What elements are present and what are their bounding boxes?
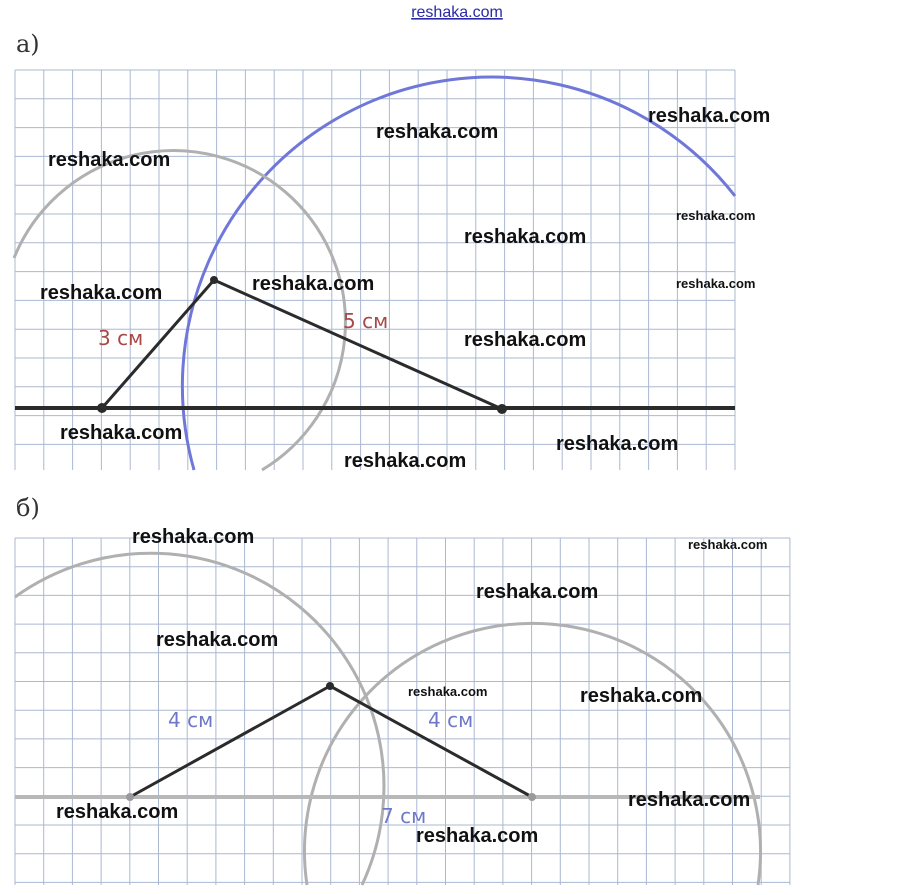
watermark: reshaka.com [252, 273, 375, 295]
panel-a-side-right [214, 280, 502, 409]
watermark: reshaka.com [628, 789, 751, 811]
watermark: reshaka.com [476, 581, 599, 603]
panel-a-point-left [97, 403, 107, 413]
watermark: reshaka.com [464, 226, 587, 248]
panel-a-point-apex [210, 276, 218, 284]
panel-b-side-left-length: 4 см [168, 708, 214, 732]
watermark: reshaka.com [464, 329, 587, 351]
watermark: reshaka.com [40, 282, 163, 304]
watermark: reshaka.com [580, 685, 703, 707]
watermark: reshaka.com [676, 276, 756, 291]
panel-a-label: а) [16, 30, 40, 58]
watermark-layer [40, 105, 770, 847]
watermark: reshaka.com [156, 629, 279, 651]
panel-a-point-right [497, 404, 507, 414]
watermark: reshaka.com [132, 526, 255, 548]
site-link[interactable]: reshaka.com [411, 4, 503, 21]
watermark: reshaka.com [688, 537, 768, 552]
panel-b-side-right-length: 4 см [428, 708, 474, 732]
panel-b-base-length: 7 см [381, 804, 427, 828]
panel-a-construction [14, 77, 735, 470]
watermark: reshaka.com [416, 825, 539, 847]
watermark: reshaka.com [408, 684, 488, 699]
panel-b-side-left [130, 686, 330, 797]
panel-b-point-apex [326, 682, 334, 690]
watermark: reshaka.com [676, 208, 756, 223]
watermark: reshaka.com [556, 433, 679, 455]
watermark: reshaka.com [648, 105, 771, 127]
watermark: reshaka.com [376, 121, 499, 143]
panel-b-label: б) [16, 494, 40, 522]
panel-b-point-right [528, 793, 536, 801]
watermark: reshaka.com [48, 149, 171, 171]
panel-b-side-right [330, 686, 532, 797]
panel-a-side-right-length: 5 см [343, 309, 389, 333]
watermark: reshaka.com [344, 450, 467, 472]
panel-a-side-left-length: 3 см [98, 326, 144, 350]
panel-b-point-left [126, 793, 134, 801]
watermark: reshaka.com [60, 422, 183, 444]
watermark: reshaka.com [56, 801, 179, 823]
panel-b-grid [15, 538, 790, 885]
